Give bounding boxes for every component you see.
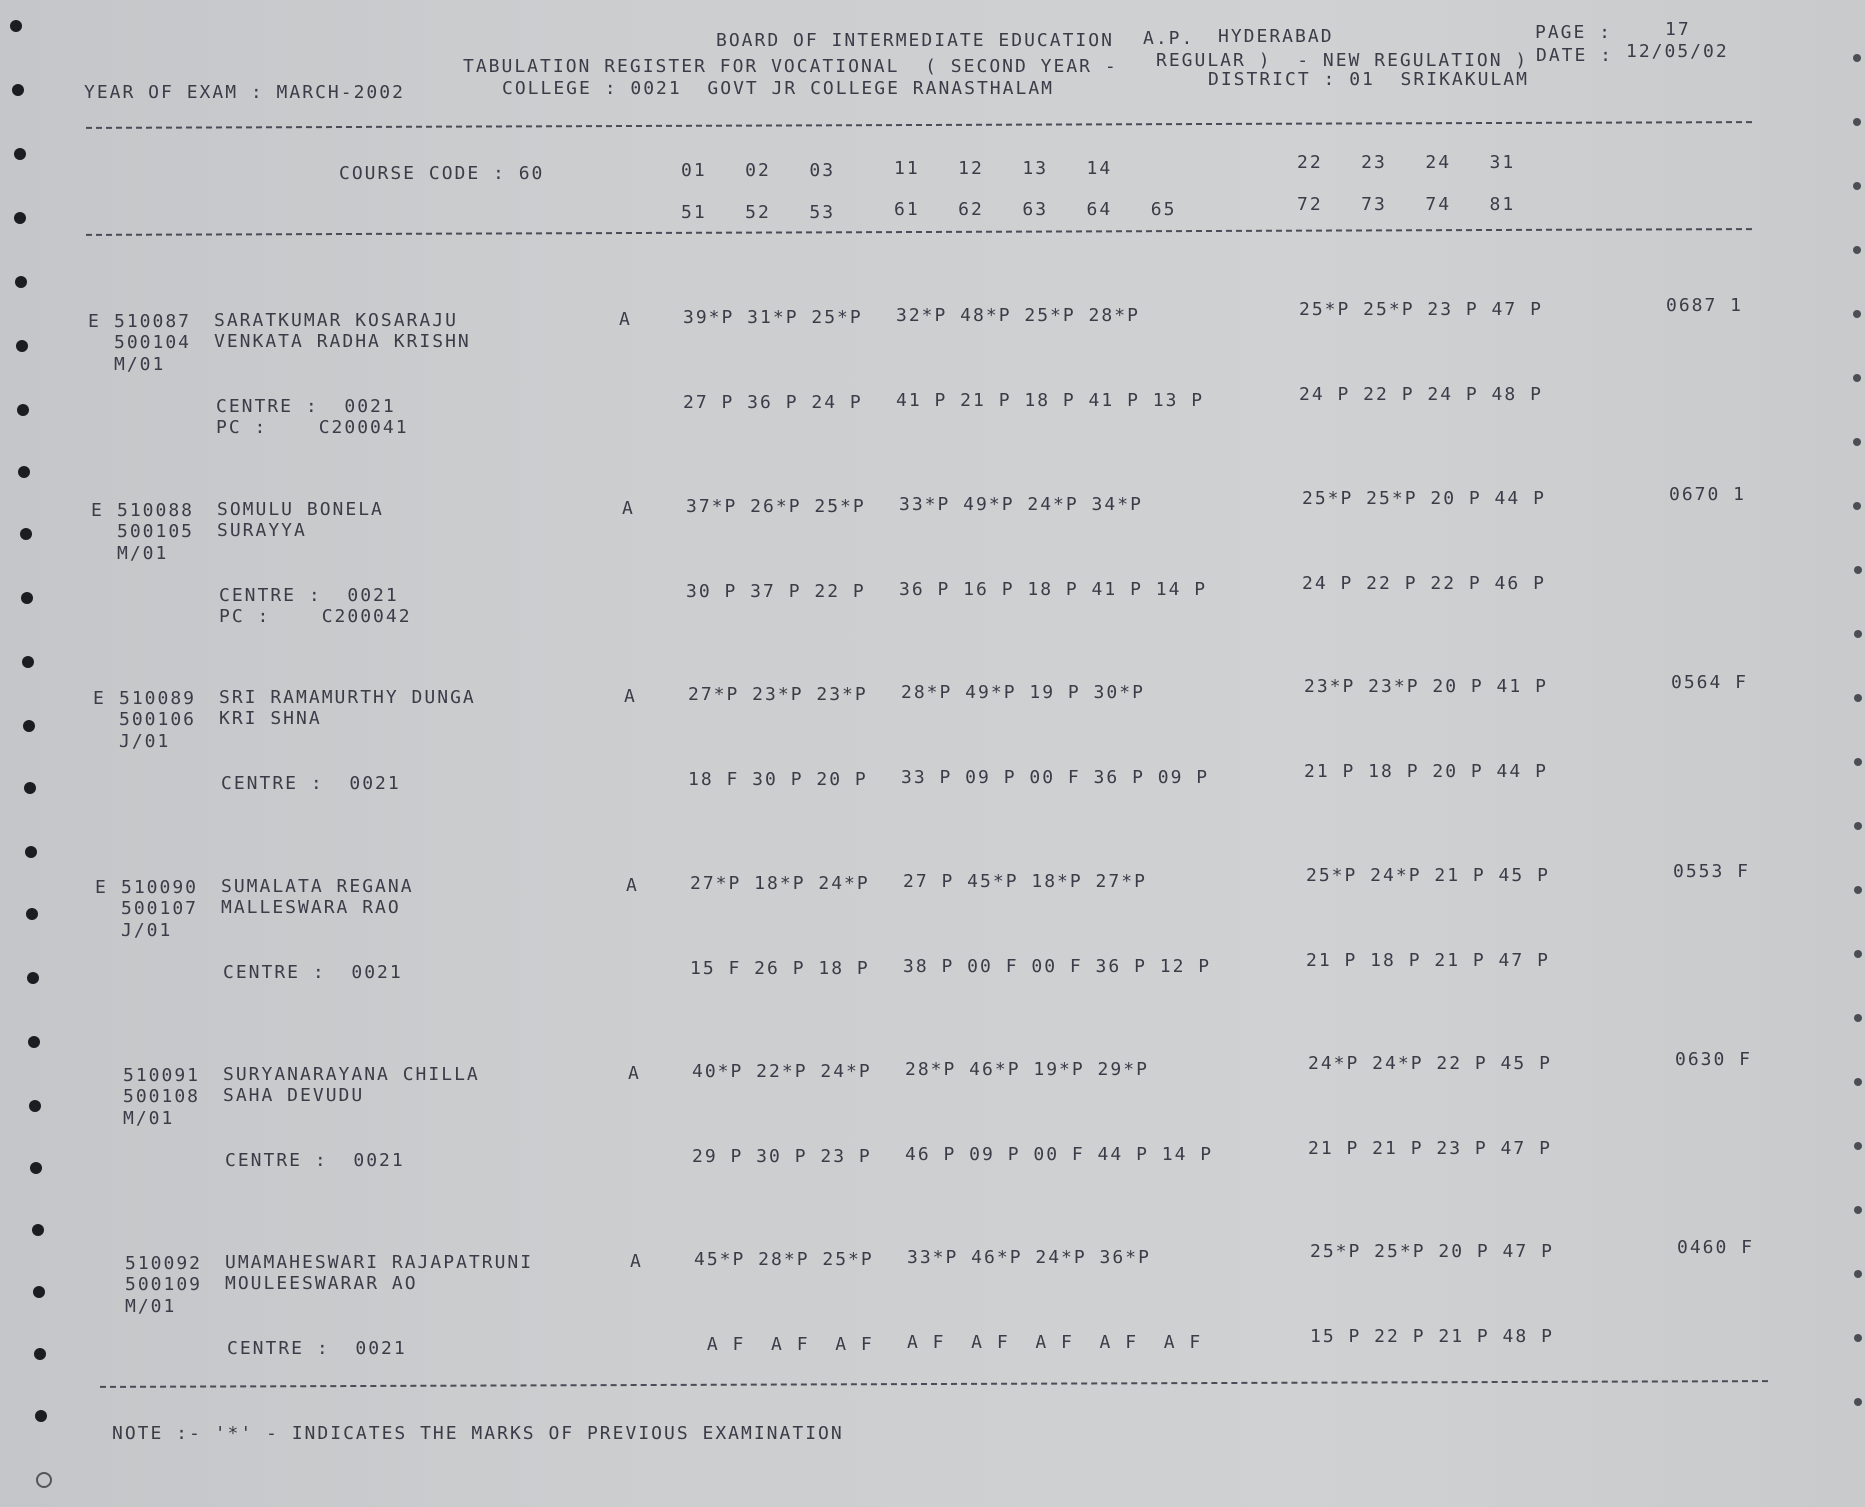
feed-hole xyxy=(1853,54,1861,62)
medium-code: J/01 xyxy=(119,731,171,752)
footnote: NOTE :- '*' - INDICATES THE MARKS OF PREVIOUS EXAMINATION xyxy=(112,1423,844,1444)
second-year-marks-b: A F A F A F A F A F xyxy=(907,1332,1203,1353)
feed-hole xyxy=(1853,502,1861,510)
roll-number: 500107 xyxy=(121,898,199,919)
total-result: 0460 F xyxy=(1677,1237,1755,1258)
divider xyxy=(100,1380,1768,1388)
feed-hole xyxy=(36,1472,52,1488)
first-year-marks-a: 39*P 31*P 25*P xyxy=(683,307,863,328)
student-name: SUMALATA REGANA xyxy=(221,876,414,897)
feed-hole xyxy=(33,1286,45,1298)
centre-code: CENTRE : 0021 xyxy=(225,1150,405,1171)
feed-hole xyxy=(14,148,26,160)
feed-hole xyxy=(10,20,22,32)
feed-hole xyxy=(1853,374,1861,382)
district-label: DISTRICT : 01 SRIKAKULAM xyxy=(1208,69,1529,90)
course-group-b: 11 12 13 14 xyxy=(894,158,1113,179)
feed-hole xyxy=(1853,438,1861,446)
first-year-marks-a: 27*P 18*P 24*P xyxy=(690,873,870,894)
divider xyxy=(86,228,1752,236)
feed-hole xyxy=(23,720,35,732)
second-year-marks-c: 21 P 21 P 23 P 47 P xyxy=(1308,1138,1552,1159)
reg-number: 510087 xyxy=(114,311,192,332)
reg-number: 510089 xyxy=(119,688,197,709)
feed-hole xyxy=(32,1224,44,1236)
year-of-exam: YEAR OF EXAM : MARCH-2002 xyxy=(84,82,405,103)
stream-code: E xyxy=(95,877,108,898)
stream-code: E xyxy=(91,500,104,521)
reg-number: 510091 xyxy=(123,1065,201,1086)
regulation-label: REGULAR ) - NEW REGULATION ) xyxy=(1156,50,1529,71)
parent-name: VENKATA RADHA KRISHN xyxy=(214,331,471,352)
attendance-status: A xyxy=(626,875,639,896)
second-year-marks-c: 24 P 22 P 24 P 48 P xyxy=(1299,384,1543,405)
college-label: COLLEGE : 0021 GOVT JR COLLEGE RANASTHALAM xyxy=(502,78,1054,99)
second-year-marks-b: 46 P 09 P 00 F 44 P 14 P xyxy=(905,1144,1214,1165)
pc-code: PC : C200042 xyxy=(219,606,412,627)
total-result: 0564 F xyxy=(1671,672,1749,693)
first-year-marks-a: 37*P 26*P 25*P xyxy=(686,496,866,517)
feed-hole xyxy=(1853,182,1861,190)
feed-hole xyxy=(14,212,26,224)
first-year-marks-a: 45*P 28*P 25*P xyxy=(694,1249,874,1270)
register-title: TABULATION REGISTER FOR VOCATIONAL ( SECOND YEAR - xyxy=(463,56,1118,77)
second-year-marks-c: 21 P 18 P 21 P 47 P xyxy=(1306,950,1550,971)
feed-hole xyxy=(1853,246,1861,254)
roll-number: 500106 xyxy=(119,709,197,730)
feed-hole xyxy=(29,1100,41,1112)
feed-hole xyxy=(15,276,27,288)
second-year-marks-b: 38 P 00 F 00 F 36 P 12 P xyxy=(903,956,1212,977)
feed-hole xyxy=(1854,694,1862,702)
first-year-marks-a: 27*P 23*P 23*P xyxy=(688,684,868,705)
feed-hole xyxy=(1854,1398,1862,1406)
course-group-e: 61 62 63 64 65 xyxy=(894,199,1177,220)
pc-code: PC : C200041 xyxy=(216,417,409,438)
state-label: A.P. xyxy=(1143,28,1195,49)
centre-code: CENTRE : 0021 xyxy=(221,773,401,794)
second-year-marks-c: 15 P 22 P 21 P 48 P xyxy=(1310,1326,1554,1347)
feed-hole xyxy=(1853,310,1861,318)
student-name: SOMULU BONELA xyxy=(217,499,384,520)
student-name: UMAMAHESWARI RAJAPATRUNI xyxy=(225,1252,534,1273)
reg-number: 510092 xyxy=(125,1253,203,1274)
first-year-marks-a: 40*P 22*P 24*P xyxy=(692,1061,872,1082)
feed-hole xyxy=(16,340,28,352)
second-year-marks-c: 21 P 18 P 20 P 44 P xyxy=(1304,761,1548,782)
parent-name: KRI SHNA xyxy=(219,708,322,729)
medium-code: M/01 xyxy=(117,543,169,564)
centre-code: CENTRE : 0021 xyxy=(219,585,399,606)
feed-hole xyxy=(1854,566,1862,574)
second-year-marks-a: 29 P 30 P 23 P xyxy=(692,1146,872,1167)
first-year-marks-b: 33*P 49*P 24*P 34*P xyxy=(899,494,1143,515)
student-name: SURYANARAYANA CHILLA xyxy=(223,1064,480,1085)
student-name: SARATKUMAR KOSARAJU xyxy=(214,310,458,331)
first-year-marks-b: 33*P 46*P 24*P 36*P xyxy=(907,1247,1151,1268)
feed-hole xyxy=(28,1036,40,1048)
roll-number: 500109 xyxy=(125,1274,203,1295)
attendance-status: A xyxy=(628,1063,641,1084)
total-result: 0670 1 xyxy=(1669,484,1747,505)
centre-code: CENTRE : 0021 xyxy=(216,396,396,417)
page-label: PAGE : xyxy=(1535,22,1613,43)
date-label: DATE : xyxy=(1536,45,1614,66)
feed-hole xyxy=(17,404,29,416)
reg-number: 510088 xyxy=(117,500,195,521)
first-year-marks-c: 25*P 24*P 21 P 45 P xyxy=(1306,865,1550,886)
medium-code: M/01 xyxy=(123,1108,175,1129)
attendance-status: A xyxy=(630,1251,643,1272)
feed-hole xyxy=(1853,118,1861,126)
attendance-status: A xyxy=(624,686,637,707)
feed-hole xyxy=(30,1162,42,1174)
feed-hole xyxy=(1854,630,1862,638)
feed-hole xyxy=(24,782,36,794)
city-label: HYDERABAD xyxy=(1218,26,1334,47)
centre-code: CENTRE : 0021 xyxy=(227,1338,407,1359)
parent-name: MOULEESWARAR AO xyxy=(225,1273,418,1294)
feed-hole xyxy=(1854,822,1862,830)
parent-name: SURAYYA xyxy=(217,520,307,541)
feed-hole xyxy=(12,84,24,96)
course-group-f: 72 73 74 81 xyxy=(1297,194,1516,215)
feed-hole xyxy=(1854,1078,1862,1086)
feed-hole xyxy=(18,466,30,478)
student-name: SRI RAMAMURTHY DUNGA xyxy=(219,687,476,708)
parent-name: SAHA DEVUDU xyxy=(223,1085,365,1106)
attendance-status: A xyxy=(622,498,635,519)
first-year-marks-c: 24*P 24*P 22 P 45 P xyxy=(1308,1053,1552,1074)
feed-hole xyxy=(1854,758,1862,766)
medium-code: M/01 xyxy=(114,354,166,375)
total-result: 0687 1 xyxy=(1666,295,1744,316)
roll-number: 500108 xyxy=(123,1086,201,1107)
feed-hole xyxy=(1854,1270,1862,1278)
feed-hole xyxy=(25,846,37,858)
medium-code: J/01 xyxy=(121,920,173,941)
roll-number: 500104 xyxy=(114,332,192,353)
feed-hole xyxy=(1854,1142,1862,1150)
parent-name: MALLESWARA RAO xyxy=(221,897,401,918)
first-year-marks-b: 28*P 49*P 19 P 30*P xyxy=(901,682,1145,703)
second-year-marks-a: A F A F A F xyxy=(694,1334,874,1355)
feed-hole xyxy=(20,528,32,540)
board-title: BOARD OF INTERMEDIATE EDUCATION xyxy=(716,30,1114,51)
divider xyxy=(86,121,1752,129)
page-number: 17 xyxy=(1665,19,1691,40)
second-year-marks-b: 33 P 09 P 00 F 36 P 09 P xyxy=(901,767,1210,788)
total-result: 0553 F xyxy=(1673,861,1751,882)
feed-hole xyxy=(1854,886,1862,894)
feed-hole xyxy=(35,1410,47,1422)
stream-code: E xyxy=(88,311,101,332)
total-result: 0630 F xyxy=(1675,1049,1753,1070)
feed-hole xyxy=(1854,1206,1862,1214)
stream-code: E xyxy=(93,688,106,709)
course-code: COURSE CODE : 60 xyxy=(339,163,545,184)
feed-hole xyxy=(34,1348,46,1360)
second-year-marks-b: 36 P 16 P 18 P 41 P 14 P xyxy=(899,579,1208,600)
feed-hole xyxy=(1854,1334,1862,1342)
first-year-marks-c: 25*P 25*P 20 P 44 P xyxy=(1302,488,1546,509)
feed-hole xyxy=(1854,1014,1862,1022)
attendance-status: A xyxy=(619,309,632,330)
roll-number: 500105 xyxy=(117,521,195,542)
feed-hole xyxy=(26,908,38,920)
feed-hole xyxy=(21,592,33,604)
second-year-marks-a: 18 F 30 P 20 P xyxy=(688,769,868,790)
second-year-marks-a: 27 P 36 P 24 P xyxy=(683,392,863,413)
second-year-marks-a: 15 F 26 P 18 P xyxy=(690,958,870,979)
second-year-marks-a: 30 P 37 P 22 P xyxy=(686,581,866,602)
centre-code: CENTRE : 0021 xyxy=(223,962,403,983)
first-year-marks-c: 25*P 25*P 20 P 47 P xyxy=(1310,1241,1554,1262)
first-year-marks-b: 32*P 48*P 25*P 28*P xyxy=(896,305,1140,326)
medium-code: M/01 xyxy=(125,1296,177,1317)
first-year-marks-c: 23*P 23*P 20 P 41 P xyxy=(1304,676,1548,697)
print-date: 12/05/02 xyxy=(1626,41,1729,62)
course-group-c: 22 23 24 31 xyxy=(1297,152,1516,173)
feed-hole xyxy=(1854,950,1862,958)
second-year-marks-b: 41 P 21 P 18 P 41 P 13 P xyxy=(896,390,1205,411)
first-year-marks-b: 28*P 46*P 19*P 29*P xyxy=(905,1059,1149,1080)
first-year-marks-c: 25*P 25*P 23 P 47 P xyxy=(1299,299,1543,320)
course-group-a: 01 02 03 xyxy=(681,160,836,181)
course-group-d: 51 52 53 xyxy=(681,202,836,223)
reg-number: 510090 xyxy=(121,877,199,898)
second-year-marks-c: 24 P 22 P 22 P 46 P xyxy=(1302,573,1546,594)
feed-hole xyxy=(27,972,39,984)
feed-hole xyxy=(22,656,34,668)
first-year-marks-b: 27 P 45*P 18*P 27*P xyxy=(903,871,1147,892)
